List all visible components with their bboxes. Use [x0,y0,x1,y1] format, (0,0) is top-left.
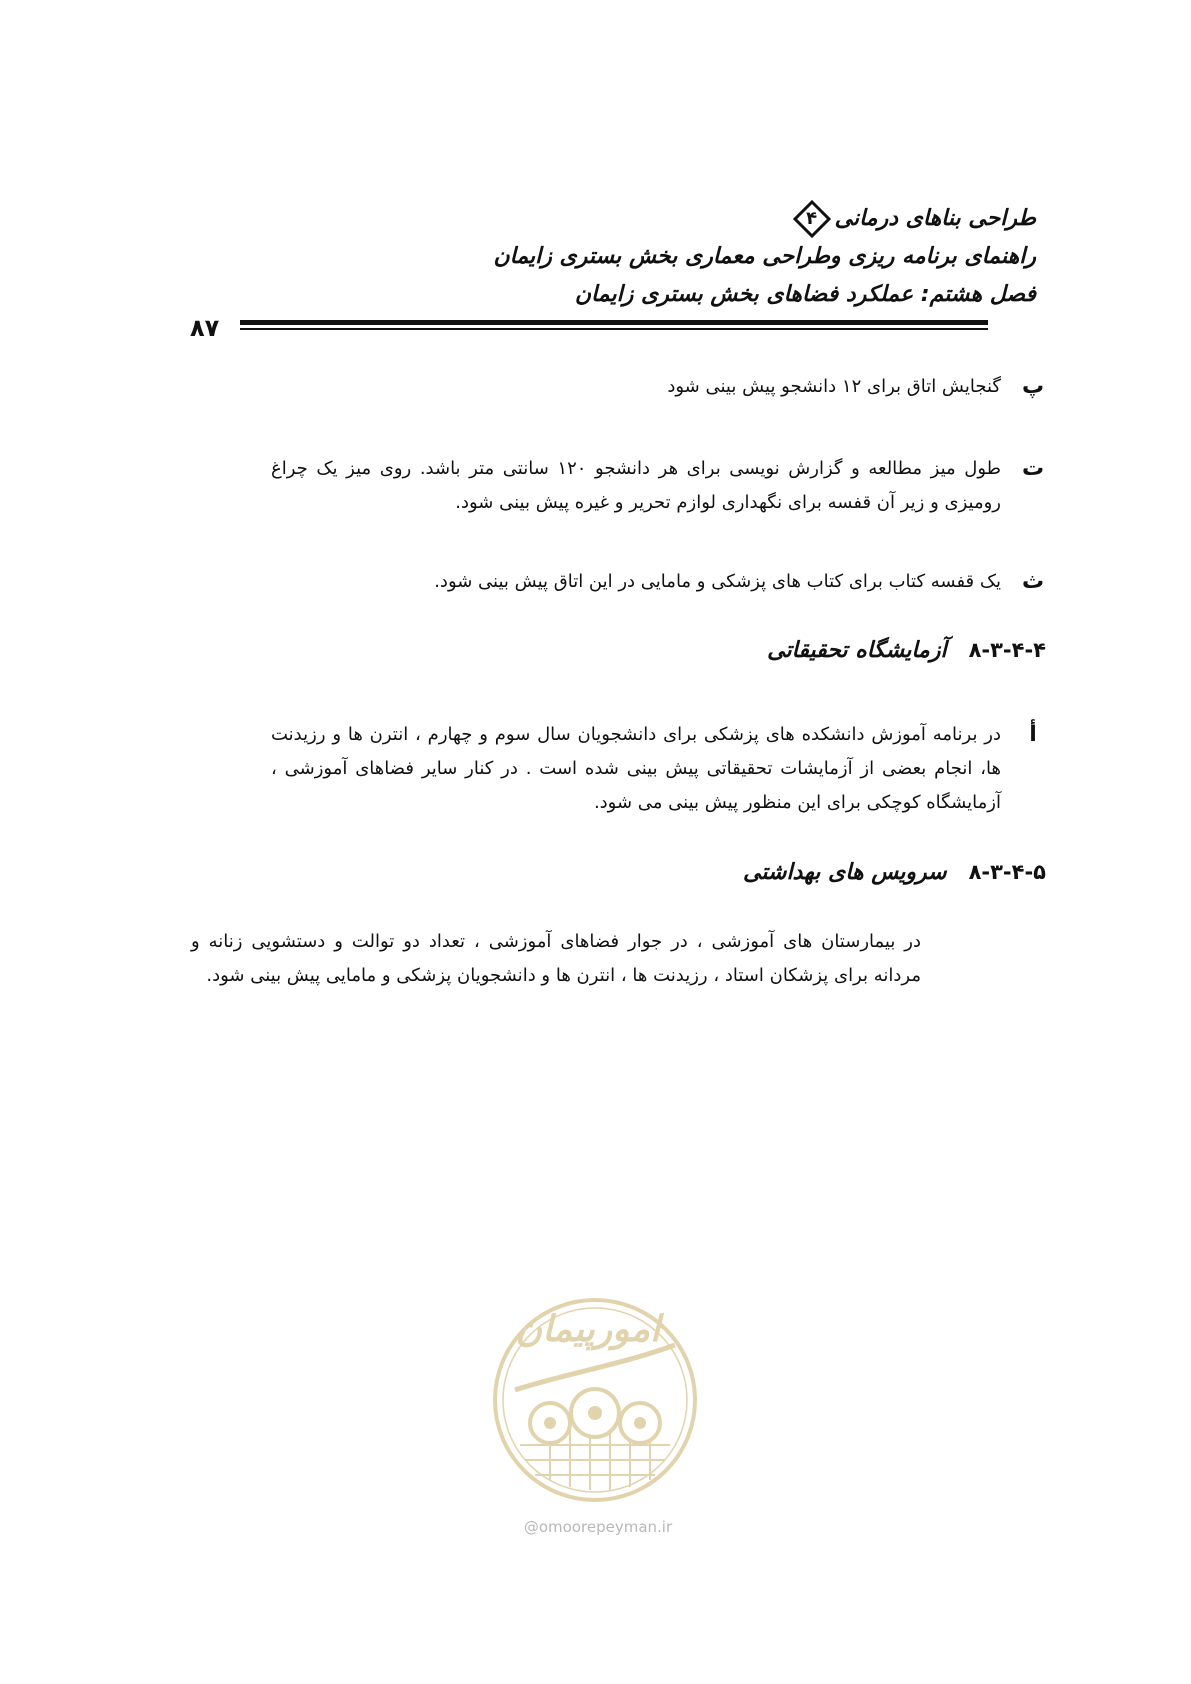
chapter-title: فصل هشتم: عملکرد فضاهای بخش بستری زایمان [574,282,1036,307]
watermark-logo-text: امورپیمان [515,1308,660,1350]
book-title: طراحی بناهای درمانی [834,206,1036,231]
section-number: ۸-۳-۴-۴ [968,638,1046,662]
list-item [271,452,1045,520]
item-text: طول میز مطالعه و گزارش نویسی برای هر دانشجو ۱۲۰ سانتی متر باشد. روی میز یک چراغ رومیزی و زیر آن قفسه برای نگهداری لوازم تحریر و غیره پیش بینی شود. [271,458,1001,513]
list-item [271,370,1045,404]
chapter-badge [793,200,831,238]
section-number: ۸-۳-۴-۵ [968,860,1046,884]
header-rule [240,320,988,330]
item-text: یک قفسه کتاب برای کتاب های پزشکی و مامایی در این اتاق پیش بینی شود. [434,571,1001,592]
page-header [316,200,1036,314]
item-marker: ث [1021,569,1045,594]
page-number: ۸۷ [190,314,220,342]
item-text: در برنامه آموزش دانشکده های پزشکی برای دانشجویان سال سوم و چهارم ، انترن ها و رزیدنت ها، انجام بعضی از آزمایشات تحقیقاتی پیش بینی شده است . در کنار سایر فضاهای آموزشی ، آزمایشگاه کوچکی برای این منظور پیش بینی می شود. [271,724,1001,813]
watermark-logo [490,1295,700,1505]
book-subtitle: راهنمای برنامه ریزی وطراحی معماری بخش بستری زایمان [493,244,1036,269]
section-title: آزمایشگاه تحقیقاتی [767,638,947,663]
section-title: سرویس های بهداشتی [743,860,947,885]
item-marker: أ [1029,722,1037,747]
book-title-row [316,200,1036,238]
item-marker: ت [1021,456,1045,481]
list-item [271,718,1037,820]
body-paragraph: در بیمارستان های آموزشی ، در جوار فضاهای آموزشی ، تعداد دو توالت و دستشویی زنانه و مردانه برای پزشکان استاد ، رزیدنت ها ، انترن ها و دانشجویان پزشکی و مامایی پیش بینی شود. [191,931,921,986]
watermark-url: @omoorepeyman.ir [523,1518,673,1536]
list-item [271,565,1045,599]
chapter-number: ۴ [806,208,818,229]
section-heading [767,638,1046,663]
item-text: گنجایش اتاق برای ۱۲ دانشجو پیش بینی شود [667,376,1001,397]
section-heading [743,860,1046,885]
item-marker: پ [1021,374,1045,399]
